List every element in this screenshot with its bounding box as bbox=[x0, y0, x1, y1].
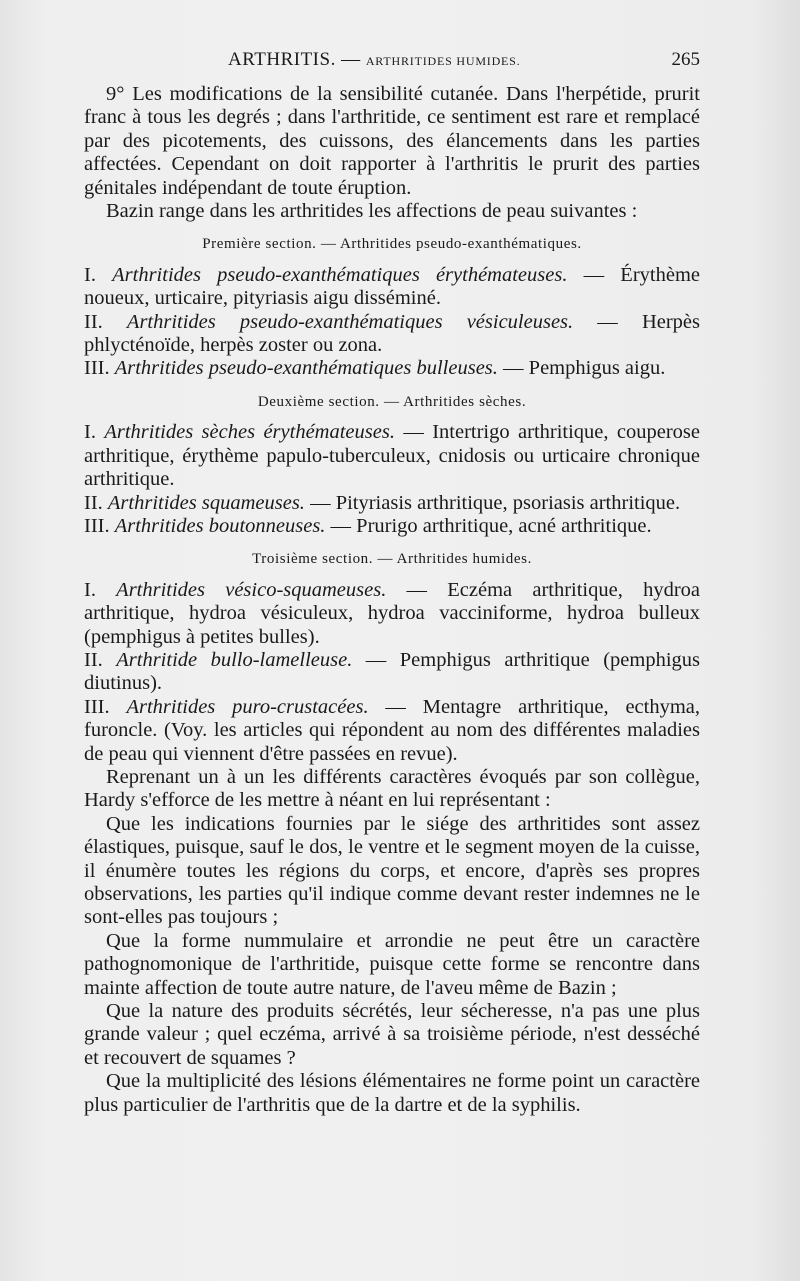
item-title: Arthritides vésico-squameuses. bbox=[116, 578, 387, 601]
item-number: III. bbox=[84, 695, 110, 718]
paragraph: Que la multiplicité des lésions élémentaires ne forme point un caractère plus particulier de l'arthritis que de la dartre et de la syphilis. bbox=[84, 1070, 700, 1116]
item-number: II. bbox=[84, 648, 103, 671]
item-title: Arthritides pseudo-exanthématiques érythémateuses. bbox=[112, 263, 568, 286]
item-number: II. bbox=[84, 491, 103, 514]
item-text: — Eczéma arthritique, hydroa arthritique, hydroa vésiculeux, hydroa vacciniforme, hydroa bulleux (pemphigus à petites bulles). bbox=[84, 578, 700, 648]
item-number: II. bbox=[84, 310, 103, 333]
item-number: III. bbox=[84, 514, 110, 537]
item-text: — Intertrigo arthritique, couperose arthritique, érythème papulo-tuberculeux, cnidosis ou urticaire chronique arthritique. bbox=[84, 421, 701, 491]
header-dash: — bbox=[341, 49, 361, 70]
list-item bbox=[84, 492, 700, 515]
item-number: I. bbox=[84, 421, 96, 444]
item-text: — Mentagre arthritique, ecthyma, furoncle. (Voy. les articles qui répondent au nom des différentes maladies de peau qui viennent d'être passées en revue). bbox=[84, 695, 701, 765]
list-item bbox=[84, 649, 700, 696]
paragraph: Bazin range dans les arthritides les affections de peau suivantes : bbox=[106, 200, 638, 223]
section-heading: Première section. — Arthritides pseudo-exanthématiques. bbox=[202, 236, 582, 253]
item-title: Arthritides pseudo-exanthématiques vésiculeuses. bbox=[126, 310, 574, 333]
item-title: Arthritides boutonneuses. bbox=[114, 514, 326, 537]
paragraph: Reprenant un à un les différents caractères évoqués par son collègue, Hardy s'efforce de les mettre à néant en lui représentant : bbox=[84, 765, 700, 812]
item-text: — Érythème noueux, urticaire, pityriasis aigu disséminé. bbox=[84, 263, 700, 310]
section-heading: Troisième section. — Arthritides humides. bbox=[252, 551, 532, 568]
running-header bbox=[84, 46, 700, 74]
item-number: I. bbox=[84, 263, 96, 286]
item-text: — Pemphigus arthritique (pemphigus diutinus). bbox=[84, 648, 701, 695]
item-title: Arthritides sèches érythémateuses. bbox=[104, 421, 395, 444]
header-left-title: ARTHRITIS. bbox=[228, 49, 336, 70]
item-number: I. bbox=[84, 578, 96, 601]
header-right-title: ARTHRITIDES HUMIDES. bbox=[365, 54, 521, 68]
item-title: Arthritide bullo-lamelleuse. bbox=[116, 648, 353, 671]
page-number: 265 bbox=[671, 49, 700, 70]
paragraph: 9° Les modifications de la sensibilité cutanée. Dans l'herpétide, prurit franc à tous les degrés ; dans l'arthritide, ce sentiment est rare et remplacé par des picotements, des cuissons, des élancements dans les parties affectées. Cependant on doit rapporter à l'arthritis le prurit des parties génitales indépendant de toute éruption. bbox=[84, 83, 700, 199]
item-text: — Pityriasis arthritique, psoriasis arthritique. bbox=[304, 491, 681, 514]
item-text: — Prurigo arthritique, acné arthritique. bbox=[325, 514, 652, 537]
item-title: Arthritides pseudo-exanthématiques bulleuses. bbox=[114, 357, 498, 380]
section-heading: Deuxième section. — Arthritides sèches. bbox=[257, 393, 527, 410]
list-item bbox=[84, 696, 700, 766]
list-item bbox=[84, 264, 700, 311]
list-item bbox=[84, 311, 700, 358]
list-item bbox=[84, 515, 700, 538]
item-text: — Pemphigus aigu. bbox=[497, 357, 666, 380]
paragraph: Que la nature des produits sécrétés, leur sécheresse, n'a pas une plus grande valeur ; quel eczéma, arrivé à sa troisième période, n'est desséché et recouvert de squames ? bbox=[84, 1000, 700, 1069]
item-title: Arthritides puro-crustacées. bbox=[126, 695, 369, 718]
paragraph: Que les indications fournies par le siége des arthritides sont assez élastiques, puisque, sauf le dos, le ventre et le segment moyen de la cuisse, il énumère toutes les régions du corps, et encore, d'après ses propres observations, les parties qu'il indique comme devant rester indemnes ne le sont-elles pas toujours ; bbox=[84, 812, 700, 929]
item-title: Arthritides squameuses. bbox=[107, 491, 305, 514]
list-item bbox=[84, 421, 700, 491]
item-number: III. bbox=[84, 357, 110, 380]
list-item bbox=[84, 579, 700, 649]
list-item bbox=[84, 357, 700, 380]
body-text bbox=[84, 83, 700, 1117]
paragraph: Que la forme nummulaire et arrondie ne peut être un caractère pathognomonique de l'arthritide, puisque cette forme se rencontre dans mainte affection de toute autre nature, de l'aveu même de Bazin ; bbox=[84, 929, 700, 999]
header-title bbox=[228, 49, 520, 71]
item-text: — Herpès phlycténoïde, herpès zoster ou zona. bbox=[84, 310, 700, 357]
